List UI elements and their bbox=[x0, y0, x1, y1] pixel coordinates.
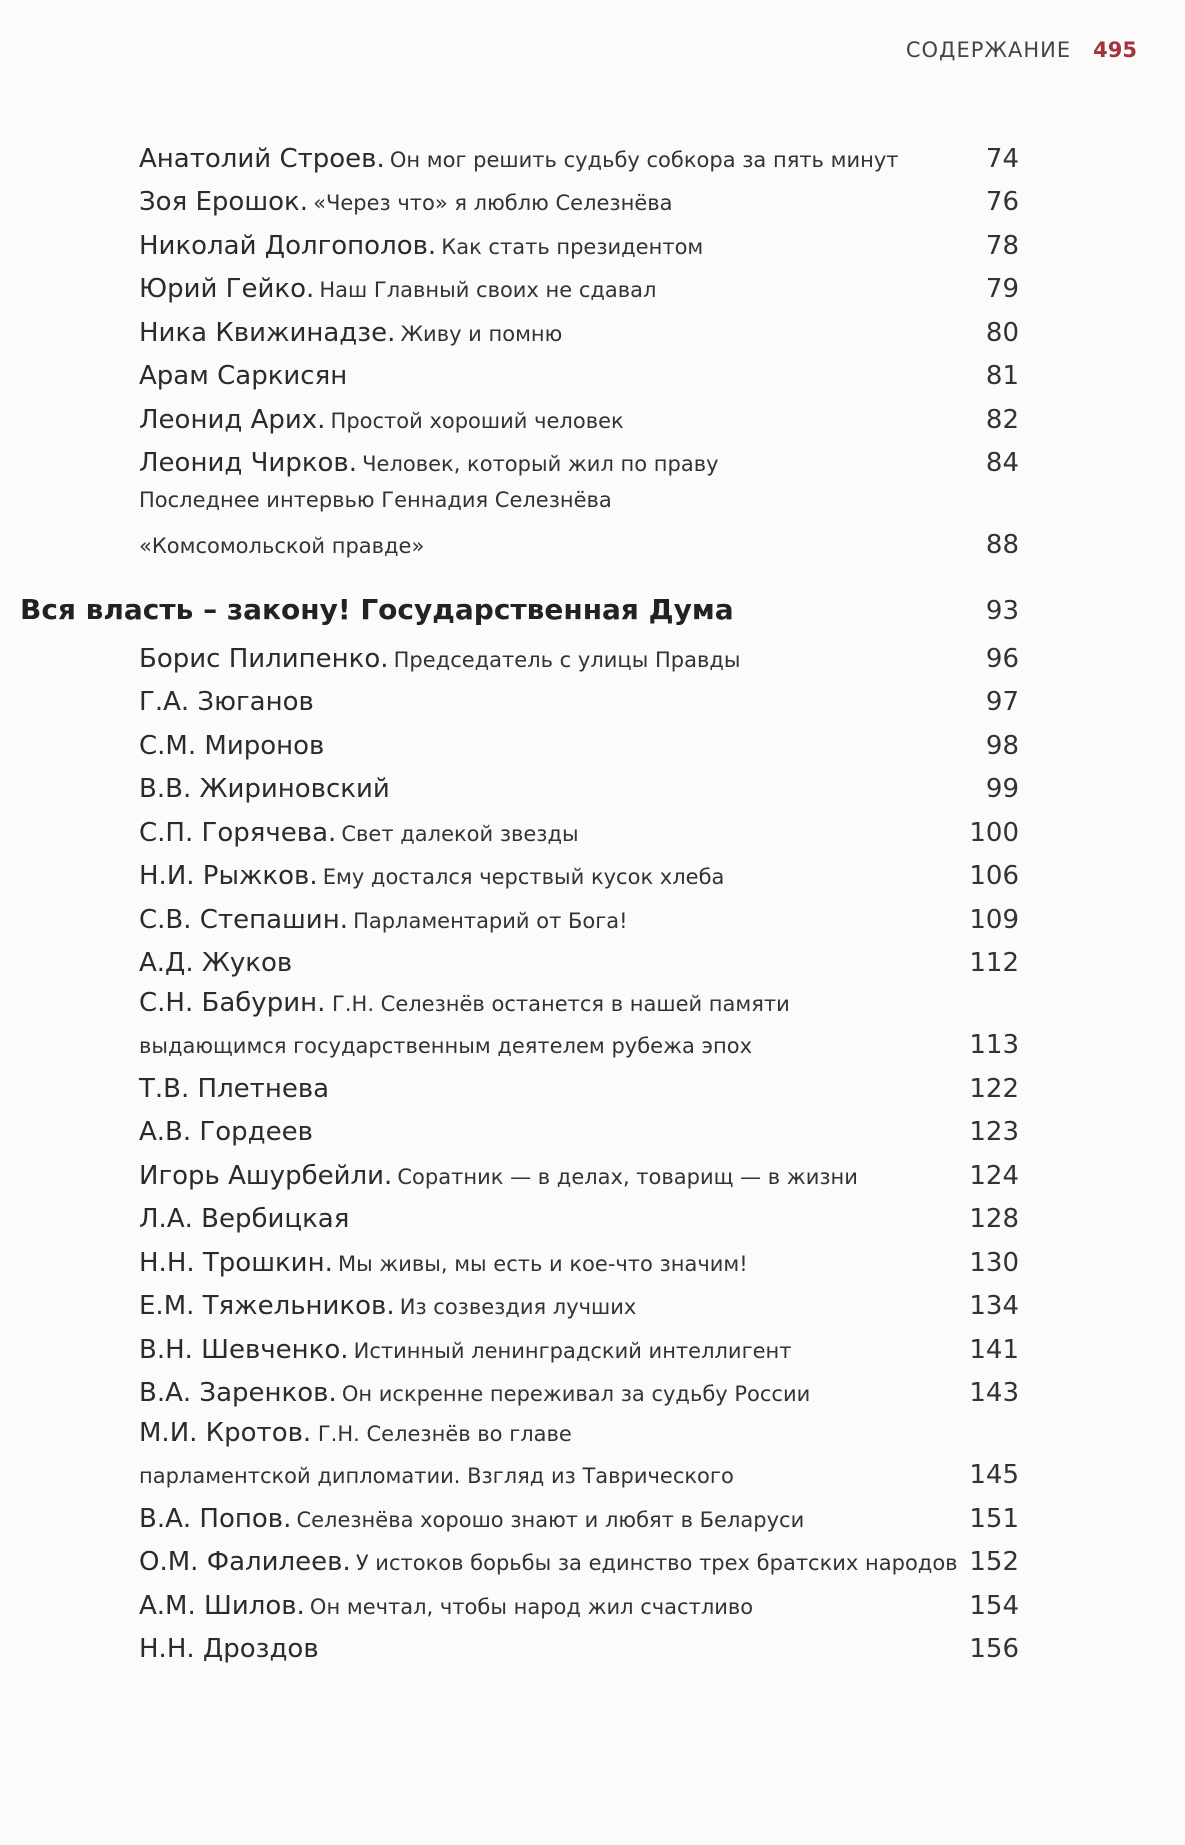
entry-title: Как стать президентом bbox=[441, 234, 704, 259]
entry-title: Мы живы, мы есть и кое-что значим! bbox=[337, 1251, 748, 1276]
entry-title: Наш Главный своих не сдавал bbox=[319, 278, 657, 302]
entry-author: Зоя Ерошок. bbox=[139, 187, 308, 217]
entry-page: 80 bbox=[985, 317, 1019, 348]
running-head bbox=[906, 38, 1137, 62]
running-title: СОДЕРЖАНИЕ bbox=[905, 38, 1072, 62]
toc-entry[interactable] bbox=[139, 899, 1019, 943]
entry-author: А.В. Гордеев bbox=[139, 1117, 313, 1147]
toc-entry[interactable] bbox=[139, 356, 1019, 400]
entry-author: А.М. Шилов. bbox=[139, 1590, 305, 1621]
toc-entry-baburin[interactable] bbox=[139, 986, 1019, 1068]
entry-author: С.В. Степашин. bbox=[139, 904, 348, 935]
entry-author: Ника Квижинадзе. bbox=[139, 317, 396, 348]
toc-entry[interactable] bbox=[139, 812, 1019, 856]
entry-author: В.А. Попов. bbox=[139, 1503, 292, 1534]
entry-title: Простой хороший человек bbox=[330, 408, 624, 433]
entry-title: Из созвездия лучших bbox=[399, 1295, 637, 1319]
entry-title: Соратник — в делах, товарищ — в жизни bbox=[397, 1164, 858, 1189]
entry-page: 82 bbox=[985, 404, 1019, 435]
entry-author: В.Н. Шевченко. bbox=[139, 1334, 349, 1365]
entry-page: 124 bbox=[969, 1160, 1019, 1191]
entry-author: Н.И. Рыжков. bbox=[139, 861, 318, 891]
toc-entry[interactable] bbox=[139, 1373, 1019, 1417]
entry-title: Г.Н. Селезнёв во главе bbox=[317, 1422, 572, 1446]
entry-author: В.В. Жириновский bbox=[139, 774, 390, 804]
entry-title: «Через что» я люблю Селезнёва bbox=[313, 191, 673, 215]
entry-title: Свет далекой звезды bbox=[341, 821, 579, 846]
entry-title: Председатель с улицы Правды bbox=[393, 647, 741, 672]
section-title: Вся власть – закону! Государственная Дума bbox=[20, 593, 734, 626]
entry-page: 109 bbox=[969, 904, 1019, 935]
section-page: 93 bbox=[985, 596, 1019, 626]
entry-title: Г.Н. Селезнёв останется в нашей памяти bbox=[332, 992, 790, 1016]
entry-page: 134 bbox=[969, 1291, 1019, 1321]
entry-page: 128 bbox=[969, 1204, 1019, 1234]
entry-page: 145 bbox=[969, 1460, 1019, 1490]
toc-entry[interactable] bbox=[139, 856, 1019, 900]
entry-page: 76 bbox=[985, 187, 1019, 217]
entry-page: 113 bbox=[969, 1030, 1019, 1060]
entry-page: 130 bbox=[969, 1247, 1019, 1278]
entry-author: Леонид Чирков. bbox=[139, 448, 358, 478]
entry-title: Он искренне переживал за судьбу России bbox=[341, 1382, 811, 1406]
entry-title: Он мечтал, чтобы народ жил счастливо bbox=[309, 1594, 754, 1619]
entry-page: 122 bbox=[969, 1073, 1019, 1104]
toc-entry[interactable] bbox=[139, 312, 1019, 356]
entry-page: 154 bbox=[969, 1590, 1019, 1621]
entry-author: Н.Н. Дроздов bbox=[139, 1634, 319, 1664]
entry-page: 100 bbox=[969, 817, 1019, 848]
entry-page: 96 bbox=[985, 643, 1019, 674]
entry-page: 81 bbox=[985, 361, 1019, 391]
toc-entry[interactable] bbox=[139, 1242, 1019, 1286]
entry-author: М.И. Кротов. bbox=[139, 1418, 312, 1448]
toc-entry[interactable] bbox=[139, 769, 1019, 813]
toc-entry-krotov[interactable] bbox=[139, 1416, 1019, 1498]
page-number: 495 bbox=[1093, 38, 1137, 62]
toc-entry[interactable] bbox=[139, 443, 1019, 487]
entry-title-line2: «Комсомольской правде» bbox=[139, 534, 425, 558]
table-of-contents bbox=[0, 138, 1185, 1672]
entry-page: 151 bbox=[969, 1503, 1019, 1534]
entry-author: Л.А. Вербицкая bbox=[139, 1204, 350, 1234]
toc-entry[interactable] bbox=[139, 1498, 1019, 1542]
toc-entry[interactable] bbox=[139, 1155, 1019, 1199]
entry-author: Т.В. Плетнева bbox=[139, 1073, 330, 1104]
entry-author: С.М. Миронов bbox=[139, 730, 325, 761]
entry-author: О.М. Фалилеев. bbox=[139, 1547, 351, 1577]
entry-author: В.А. Заренков. bbox=[139, 1378, 337, 1408]
entry-author: Юрий Гейко. bbox=[139, 274, 315, 304]
toc-entry[interactable] bbox=[139, 1199, 1019, 1243]
entry-author: Борис Пилипенко. bbox=[139, 643, 389, 674]
entry-page: 84 bbox=[985, 448, 1019, 478]
toc-entry-interview[interactable] bbox=[139, 486, 1019, 568]
entry-author: А.Д. Жуков bbox=[139, 948, 293, 978]
entry-author: Леонид Арих. bbox=[139, 404, 326, 435]
toc-entry[interactable] bbox=[139, 1629, 1019, 1673]
entry-page: 74 bbox=[985, 143, 1019, 174]
entry-title: Истинный ленинградский интеллигент bbox=[353, 1338, 792, 1363]
toc-entry[interactable] bbox=[139, 138, 1019, 182]
entry-page: 123 bbox=[969, 1117, 1019, 1147]
entry-title: Ему достался черствый кусок хлеба bbox=[322, 865, 725, 889]
entry-author: Г.А. Зюганов bbox=[139, 687, 314, 717]
toc-entry[interactable] bbox=[139, 1112, 1019, 1156]
entry-title: Он мог решить судьбу собкора за пять минут bbox=[389, 147, 899, 172]
toc-entry[interactable] bbox=[139, 725, 1019, 769]
entry-title: У истоков борьбы за единство трех братских народов bbox=[355, 1551, 958, 1575]
entry-page: 79 bbox=[985, 274, 1019, 304]
entry-author: С.Н. Бабурин. bbox=[139, 988, 326, 1018]
toc-entry[interactable] bbox=[139, 1286, 1019, 1330]
toc-entry[interactable] bbox=[139, 1585, 1019, 1629]
entry-page: 156 bbox=[969, 1634, 1019, 1664]
entry-author: Анатолий Строев. bbox=[139, 143, 385, 174]
entry-title: Человек, который жил по праву bbox=[362, 452, 719, 476]
toc-entry[interactable] bbox=[139, 269, 1019, 313]
entry-page: 152 bbox=[969, 1547, 1019, 1577]
toc-entry[interactable] bbox=[139, 1068, 1019, 1112]
entry-page: 88 bbox=[985, 530, 1019, 560]
entry-page: 98 bbox=[985, 730, 1019, 761]
toc-entry[interactable] bbox=[139, 1542, 1019, 1586]
entry-page: 78 bbox=[985, 230, 1019, 261]
entry-author: С.П. Горячева. bbox=[139, 817, 337, 848]
toc-entry[interactable] bbox=[139, 1329, 1019, 1373]
entry-page: 106 bbox=[969, 861, 1019, 891]
toc-entry[interactable] bbox=[139, 638, 1019, 682]
entry-author: Е.М. Тяжельников. bbox=[139, 1291, 395, 1321]
entry-title: Селезнёва хорошо знают и любят в Беларуси bbox=[296, 1507, 805, 1532]
entry-page: 97 bbox=[985, 687, 1019, 717]
entry-author: Арам Саркисян bbox=[139, 361, 348, 391]
toc-entry[interactable] bbox=[139, 943, 1019, 987]
section-heading[interactable] bbox=[20, 568, 1019, 638]
entry-author: Николай Долгополов. bbox=[139, 230, 437, 261]
entry-title: Живу и помню bbox=[400, 321, 563, 346]
toc-entry[interactable] bbox=[139, 399, 1019, 443]
entry-page: 112 bbox=[969, 948, 1019, 978]
toc-entry[interactable] bbox=[139, 182, 1019, 226]
entry-title-line2: парламентской дипломатии. Взгляд из Таврического bbox=[139, 1464, 734, 1488]
entry-page: 141 bbox=[969, 1334, 1019, 1365]
entry-title-line2: выдающимся государственным деятелем рубежа эпох bbox=[139, 1034, 753, 1058]
entry-page: 99 bbox=[985, 774, 1019, 804]
toc-entry[interactable] bbox=[139, 682, 1019, 726]
entry-author: Игорь Ашурбейли. bbox=[139, 1160, 393, 1191]
entry-title-line1: Последнее интервью Геннадия Селезнёва bbox=[139, 488, 612, 512]
entry-page: 143 bbox=[969, 1378, 1019, 1408]
entry-title: Парламентарий от Бога! bbox=[353, 908, 628, 933]
toc-entry[interactable] bbox=[139, 225, 1019, 269]
entry-author: Н.Н. Трошкин. bbox=[139, 1247, 333, 1278]
